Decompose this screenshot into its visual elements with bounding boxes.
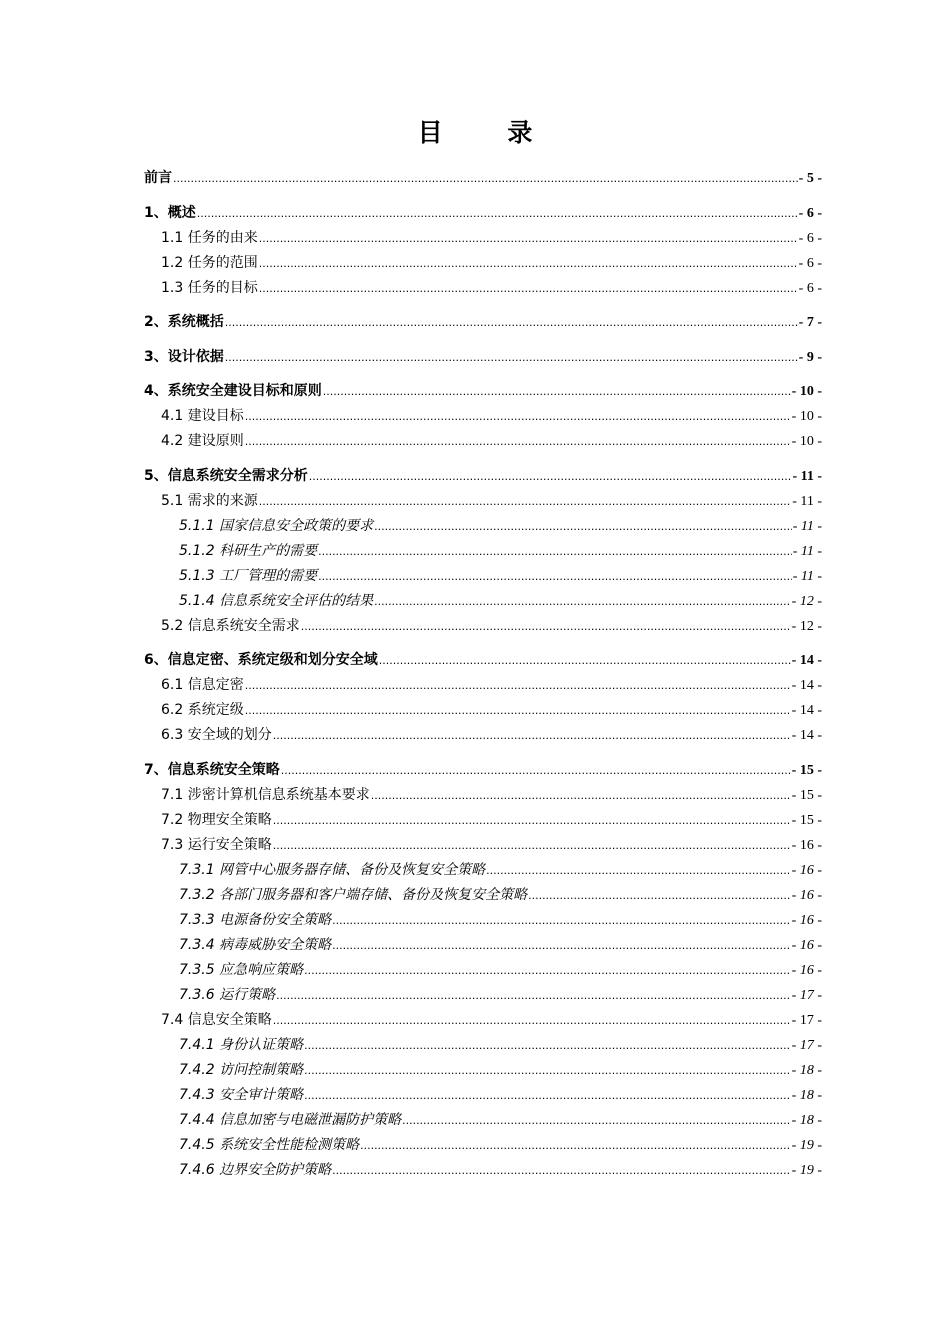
toc-entry-title: 7、信息系统安全策略 — [144, 761, 280, 778]
dot-leader — [301, 614, 791, 639]
toc-entry[interactable] — [144, 226, 822, 251]
dot-leader — [304, 958, 791, 983]
toc-entry[interactable] — [144, 379, 822, 404]
dot-leader — [318, 564, 792, 589]
toc-entry-title: 前言 — [144, 170, 172, 186]
toc-entry-page-number: - 18 - — [791, 1087, 822, 1103]
toc-entry-page-number: - 11 - — [792, 468, 822, 484]
toc-entry-page-number: - 18 - — [791, 1062, 822, 1078]
dot-leader — [304, 1083, 791, 1108]
toc-entry-page-number: - 7 - — [798, 315, 822, 330]
toc-entry-page-number: - 6 - — [798, 255, 822, 271]
toc-entry-title: 7.4.6 边界安全防护策略 — [179, 1161, 332, 1178]
toc-entry-title: 4、系统安全建设目标和原则 — [144, 383, 322, 399]
toc-entry-title: 7.4 信息安全策略 — [161, 1011, 272, 1028]
toc-entry-title: 6.2 系统定级 — [161, 702, 244, 718]
toc-entry-page-number: - 16 - — [791, 862, 822, 878]
toc-entry-page-number: - 17 - — [791, 1037, 822, 1053]
dot-leader — [245, 404, 791, 429]
dot-leader — [528, 883, 791, 908]
toc-entry-title: 2、系统概括 — [144, 314, 224, 330]
toc-entry-title: 7.3.6 运行策略 — [179, 986, 276, 1003]
toc-entry[interactable] — [144, 310, 822, 335]
toc-entry-page-number: - 15 - — [791, 762, 822, 778]
toc-entry-title: 6.1 信息定密 — [161, 677, 244, 693]
toc-entry[interactable] — [144, 648, 822, 673]
dot-leader — [225, 345, 798, 370]
toc-entry-page-number: - 16 - — [791, 962, 822, 978]
toc-entry-page-number: - 10 - — [791, 434, 822, 449]
dot-leader — [276, 983, 791, 1008]
toc-entry[interactable] — [144, 958, 822, 983]
toc-entry[interactable] — [144, 251, 822, 276]
dot-leader — [245, 673, 791, 698]
toc-entry[interactable] — [144, 404, 822, 429]
toc-entry-title: 7.3.5 应急响应策略 — [179, 961, 304, 978]
toc-entry[interactable] — [144, 983, 822, 1008]
toc-entry-page-number: - 15 - — [791, 787, 822, 803]
table-of-contents — [144, 166, 822, 1183]
dot-leader — [486, 858, 791, 883]
toc-entry-title: 5、信息系统安全需求分析 — [144, 467, 308, 484]
toc-entry-title: 7.4.1 身份认证策略 — [179, 1036, 304, 1053]
toc-entry[interactable] — [144, 464, 822, 489]
toc-entry[interactable] — [144, 201, 822, 226]
dot-leader — [371, 783, 791, 808]
toc-entry-page-number: - 19 - — [791, 1162, 822, 1178]
toc-entry-page-number: - 6 - — [798, 230, 822, 246]
dot-leader — [259, 226, 798, 251]
toc-entry[interactable] — [144, 564, 822, 589]
dot-leader — [197, 201, 798, 226]
toc-entry-title: 1.2 任务的范围 — [161, 254, 258, 271]
dot-leader — [374, 589, 791, 614]
toc-entry-page-number: - 12 - — [791, 618, 822, 634]
dot-leader — [323, 379, 791, 404]
dot-leader — [259, 276, 798, 301]
toc-entry[interactable] — [144, 883, 822, 908]
toc-entry[interactable] — [144, 673, 822, 698]
toc-entry-page-number: - 6 - — [798, 205, 822, 221]
toc-entry-title: 7.1 涉密计算机信息系统基本要求 — [161, 786, 370, 803]
toc-entry-title: 5.1.2 科研生产的需要 — [179, 542, 318, 559]
dot-leader — [273, 833, 791, 858]
toc-entry[interactable] — [144, 1008, 822, 1033]
toc-entry-title: 5.2 信息系统安全需求 — [161, 617, 300, 634]
toc-entry[interactable] — [144, 614, 822, 639]
toc-entry[interactable] — [144, 589, 822, 614]
dot-leader — [304, 1058, 791, 1083]
toc-entry-title: 7.3.2 各部门服务器和客户端存储、备份及恢复安全策略 — [179, 886, 528, 903]
toc-entry-page-number: - 11 - — [792, 518, 822, 534]
toc-entry[interactable] — [144, 514, 822, 539]
toc-entry-page-number: - 17 - — [791, 987, 822, 1003]
toc-entry-page-number: - 19 - — [791, 1137, 822, 1153]
toc-entry-title: 4.1 建设目标 — [161, 408, 244, 424]
toc-entry-title: 5.1 需求的来源 — [161, 492, 258, 509]
toc-entry-title: 7.3.4 病毒威胁安全策略 — [179, 936, 332, 953]
dot-leader — [374, 514, 792, 539]
toc-entry-title: 7.3.1 网管中心服务器存储、备份及恢复安全策略 — [179, 861, 486, 878]
toc-entry[interactable] — [144, 276, 822, 301]
toc-entry-title: 7.3.3 电源备份安全策略 — [179, 911, 332, 928]
toc-entry[interactable] — [144, 783, 822, 808]
toc-entry-title: 7.4.3 安全审计策略 — [179, 1086, 304, 1103]
toc-entry-page-number: - 16 - — [791, 837, 822, 853]
toc-entry[interactable] — [144, 758, 822, 783]
dot-leader — [273, 723, 791, 748]
dot-leader — [245, 429, 791, 454]
dot-leader — [245, 698, 791, 723]
toc-entry-page-number: - 10 - — [791, 409, 822, 424]
toc-entry-page-number: - 18 - — [791, 1112, 822, 1128]
dot-leader — [259, 251, 798, 276]
toc-entry-page-number: - 16 - — [791, 937, 822, 953]
toc-entry-title: 1.3 任务的目标 — [161, 279, 258, 296]
dot-leader — [173, 166, 798, 191]
toc-entry-title: 7.3 运行安全策略 — [161, 836, 272, 853]
toc-entry[interactable] — [144, 1158, 822, 1183]
dot-leader — [309, 464, 792, 489]
toc-entry[interactable] — [144, 698, 822, 723]
toc-entry-page-number: - 16 - — [791, 912, 822, 928]
toc-entry-page-number: - 14 - — [791, 728, 822, 743]
toc-entry[interactable] — [144, 1108, 822, 1133]
toc-entry-page-number: - 11 - — [792, 568, 822, 584]
toc-entry-title: 6、信息定密、系统定级和划分安全域 — [144, 652, 378, 668]
toc-entry-title: 6.3 安全域的划分 — [161, 727, 272, 743]
dot-leader — [332, 1158, 791, 1183]
toc-entry-page-number: - 11 - — [792, 543, 822, 559]
toc-entry[interactable] — [144, 933, 822, 958]
toc-entry[interactable] — [144, 489, 822, 514]
dot-leader — [273, 808, 791, 833]
toc-entry-page-number: - 14 - — [791, 653, 822, 668]
toc-entry[interactable] — [144, 723, 822, 748]
toc-entry[interactable] — [144, 1083, 822, 1108]
toc-entry-title: 7.4.4 信息加密与电磁泄漏防护策略 — [179, 1111, 402, 1128]
dot-leader — [259, 489, 791, 514]
toc-entry-page-number: - 11 - — [792, 493, 822, 509]
toc-entry-page-number: - 9 - — [798, 349, 822, 365]
toc-entry-title: 5.1.4 信息系统安全评估的结果 — [179, 592, 374, 609]
toc-entry-title: 5.1.3 工厂管理的需要 — [179, 567, 318, 584]
toc-entry-page-number: - 14 - — [791, 678, 822, 693]
toc-entry-title: 7.2 物理安全策略 — [161, 811, 272, 828]
toc-entry[interactable] — [144, 429, 822, 454]
toc-entry-title: 4.2 建设原则 — [161, 433, 244, 449]
toc-entry-title: 7.4.2 访问控制策略 — [179, 1061, 304, 1078]
dot-leader — [379, 648, 791, 673]
toc-entry[interactable] — [144, 1133, 822, 1158]
toc-entry-page-number: - 12 - — [791, 593, 822, 609]
toc-entry-page-number: - 10 - — [791, 384, 822, 399]
toc-entry[interactable] — [144, 833, 822, 858]
toc-entry-page-number: - 6 - — [798, 280, 822, 296]
toc-entry-title: 1.1 任务的由来 — [161, 229, 258, 246]
toc-entry-title: 3、设计依据 — [144, 348, 224, 365]
toc-entry[interactable] — [144, 808, 822, 833]
toc-entry-title: 1、概述 — [144, 204, 196, 221]
toc-entry-page-number: - 16 - — [791, 887, 822, 903]
toc-entry[interactable] — [144, 858, 822, 883]
toc-entry-page-number: - 17 - — [791, 1012, 822, 1028]
dot-leader — [332, 933, 791, 958]
toc-entry-page-number: - 14 - — [791, 703, 822, 718]
toc-entry[interactable] — [144, 1058, 822, 1083]
toc-entry[interactable] — [144, 908, 822, 933]
page-title: 目 录 — [417, 118, 561, 147]
dot-leader — [402, 1108, 791, 1133]
toc-entry-page-number: - 5 - — [798, 171, 822, 186]
dot-leader — [281, 758, 791, 783]
toc-entry[interactable] — [144, 1033, 822, 1058]
dot-leader — [318, 539, 792, 564]
toc-entry[interactable] — [144, 166, 822, 191]
dot-leader — [332, 908, 791, 933]
dot-leader — [273, 1008, 791, 1033]
toc-entry[interactable] — [144, 539, 822, 564]
toc-entry[interactable] — [144, 345, 822, 370]
dot-leader — [360, 1133, 791, 1158]
toc-entry-title: 7.4.5 系统安全性能检测策略 — [179, 1136, 360, 1153]
dot-leader — [225, 310, 798, 335]
toc-entry-page-number: - 15 - — [791, 812, 822, 828]
dot-leader — [304, 1033, 791, 1058]
toc-entry-title: 5.1.1 国家信息安全政策的要求 — [179, 517, 374, 534]
